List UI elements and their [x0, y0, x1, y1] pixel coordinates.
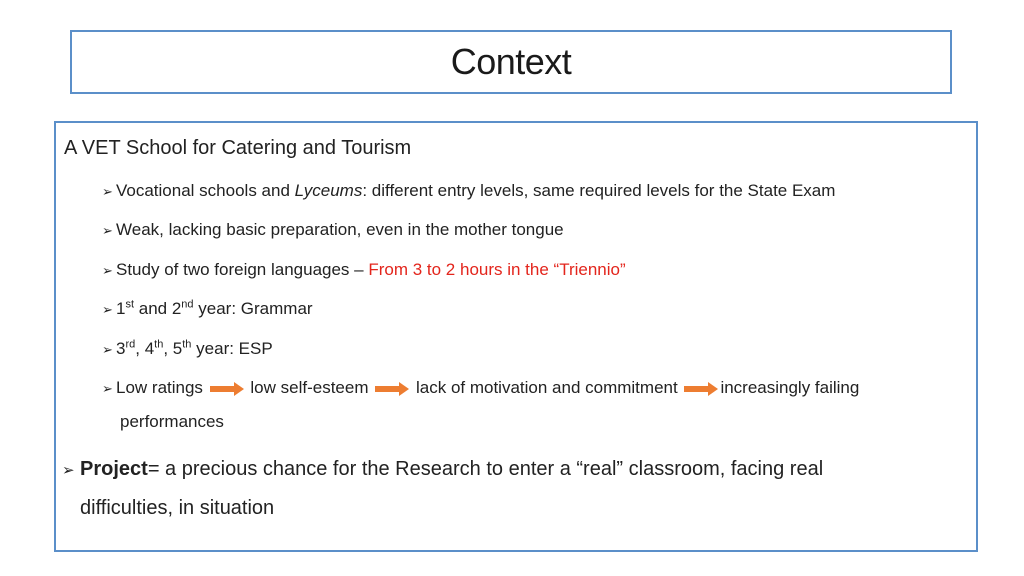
bullet-grammar-years: ➢ 1st and 2nd year: Grammar	[102, 298, 313, 318]
orange-right-arrow-icon	[375, 382, 409, 396]
intro-text: A VET School for Catering and Tourism	[64, 137, 412, 159]
slide-content-box	[54, 121, 978, 552]
arrowhead-bullet-icon: ➢	[102, 381, 113, 396]
arrowhead-bullet-icon: ➢	[62, 462, 75, 479]
slide-title: Context	[450, 41, 572, 82]
orange-right-arrow-icon	[684, 382, 718, 396]
bullet-low-ratings-flow: ➢ Low ratings low self-esteem lack of motivation and commitment increasingly failing	[102, 378, 860, 397]
project-continuation: difficulties, in situation	[80, 497, 275, 519]
highlight-hours-text: From 3 to 2 hours in the “Triennio”	[368, 260, 626, 279]
bullet-esp-years: ➢ 3rd, 4th, 5th year: ESP	[102, 338, 273, 358]
arrowhead-bullet-icon: ➢	[102, 342, 113, 357]
bullet-foreign-languages: ➢ Study of two foreign languages – From 3 to 2 hours in the “Triennio”	[102, 260, 626, 279]
bullet-vocational-schools: ➢ Vocational schools and Lyceums: different entry levels, same required levels for the State Exam	[102, 181, 836, 200]
arrowhead-bullet-icon: ➢	[102, 263, 113, 278]
arrowhead-bullet-icon: ➢	[102, 302, 113, 317]
project-paragraph: ➢ Project= a precious chance for the Research to enter a “real” classroom, facing real	[62, 458, 824, 480]
orange-right-arrow-icon	[210, 382, 244, 396]
project-label: Project	[80, 458, 148, 480]
bullet-low-ratings-continuation: performances	[120, 412, 224, 431]
bullet-weak-preparation: ➢ Weak, lacking basic preparation, even in the mother tongue	[102, 220, 564, 239]
arrowhead-bullet-icon: ➢	[102, 184, 113, 199]
arrowhead-bullet-icon: ➢	[102, 223, 113, 238]
slide-title-box	[70, 30, 952, 94]
